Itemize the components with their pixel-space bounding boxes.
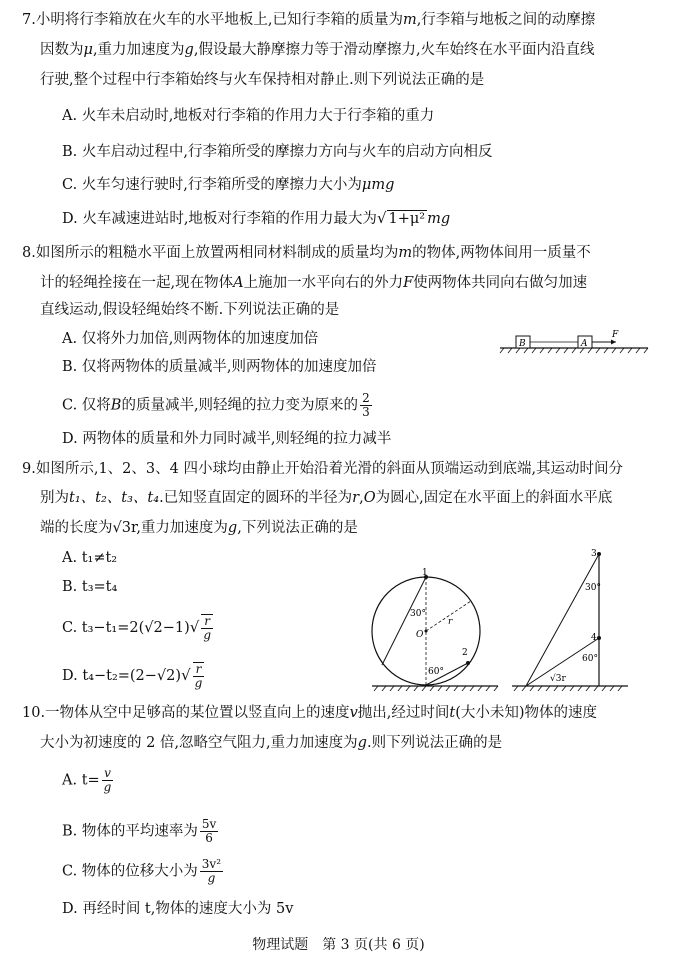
force-label: F [612,330,619,340]
q9-line1: 9.如图所示,1、2、3、4 四小球均由静止开始沿着光滑的斜面从顶端运动到底端,其运动时间分 [22,461,624,477]
q7-option-b: B. 火车启动过程中,行李箱所受的摩擦力方向与火车的启动方向相反 [62,144,493,160]
q9-line2: 别为t₁、t₂、t₃、t₄.已知竖直固定的圆环的半径为r,O为圆心,固定在水平面上的斜面水平底 [40,490,613,506]
q10-option-d: D. 再经时间 t,物体的速度大小为 5v [62,901,294,917]
q10-option-b: B. 物体的平均速率为 $\frac{5v}{6}$ [62,817,217,845]
q9-option-a: A. t₁≠t₂ [62,550,118,566]
label-4: 4 [591,633,597,643]
q8-option-d: D. 两物体的质量和外力同时减半,则轻绳的拉力减半 [62,431,392,447]
q10-option-a: A. t= $\frac{v}{g}$ [62,766,112,794]
q9-option-b: B. t₃=t₄ [62,579,118,595]
q9-incline-figure [510,548,630,692]
q8-option-c: C. 仅将B的质量减半,则轻绳的拉力变为原来的 $\frac{2}{3}$ [62,391,370,419]
q10-option-c: C. 物体的位移大小为 $\frac{\text{3v²}}{g}$ [62,857,222,885]
block-a-label: A [581,339,588,349]
q7-option-a: A. 火车未启动时,地板对行李箱的作用力大于行李箱的重力 [62,108,435,124]
angle-60: 60° [582,654,598,664]
q7-line2: 因数为μ,重力加速度为g,假设最大静摩擦力等于滑动摩擦力,火车始终在水平面内沿直线 [40,42,595,58]
angle-60: 60° [428,667,444,677]
chord-1 [382,577,426,665]
base-length: √3r [550,674,566,684]
q7-option-d: D. 火车减速进站时,地板对行李箱的作用力最大为√ 1+μ² mg [62,209,451,227]
q9-option-d: D. t₄−t₂=(2−√2)√ $\frac{r}{g}$ [62,662,203,690]
block-b-label: B [519,339,526,349]
q9-line3: 端的长度为√3r,重力加速度为g,下列说法正确的是 [40,520,358,536]
page-footer: 物理试题 第 3 页(共 6 页) [252,937,425,953]
q10-line2: 大小为初速度的 2 倍,忽略空气阻力,重力加速度为g.则下列说法正确的是 [40,735,503,751]
label-3: 3 [591,549,597,559]
label-r: r [448,617,453,627]
q8-option-b: B. 仅将两物体的质量减半,则两物体的加速度加倍 [62,359,377,375]
q8-figure [498,330,653,355]
q7-line1: 7.小明将行李箱放在火车的水平地板上,已知行李箱的质量为m,行李箱与地板之间的动摩擦 [22,12,596,28]
q8-line2: 计的轻绳拴接在一起,现在物体A上施加一水平向右的外力F使两物体共同向右做匀加速 [40,275,588,291]
label-o: O [416,630,424,640]
q7-line3: 行驶,整个过程中行李箱始终与火车保持相对静止.则下列说法正确的是 [40,72,485,88]
incline-3 [526,554,599,686]
q8-option-a: A. 仅将外力加倍,则两物体的加速度加倍 [62,331,319,347]
q8-line3: 直线运动,假设轻绳始终不断.下列说法正确的是 [40,302,340,318]
label-2: 2 [462,648,468,658]
q9-option-c: C. t₃−t₁=2(√2−1)√ $\frac{r}{g}$ [62,614,212,642]
label-1: 1 [422,568,428,578]
q8-line1: 8.如图所示的粗糙水平面上放置两相同材料制成的质量均为m的物体,两物体间用一质量不 [22,245,591,261]
angle-30: 30° [410,609,426,619]
angle-30: 30° [585,583,601,593]
q7-option-c: C. 火车匀速行驶时,行李箱所受的摩擦力大小为μmg [62,177,395,193]
q10-line1: 10.一物体从空中足够高的某位置以竖直向上的速度v抛出,经过时间t(大小未知)物体的速度 [22,705,598,721]
q9-circle-figure [370,568,500,692]
